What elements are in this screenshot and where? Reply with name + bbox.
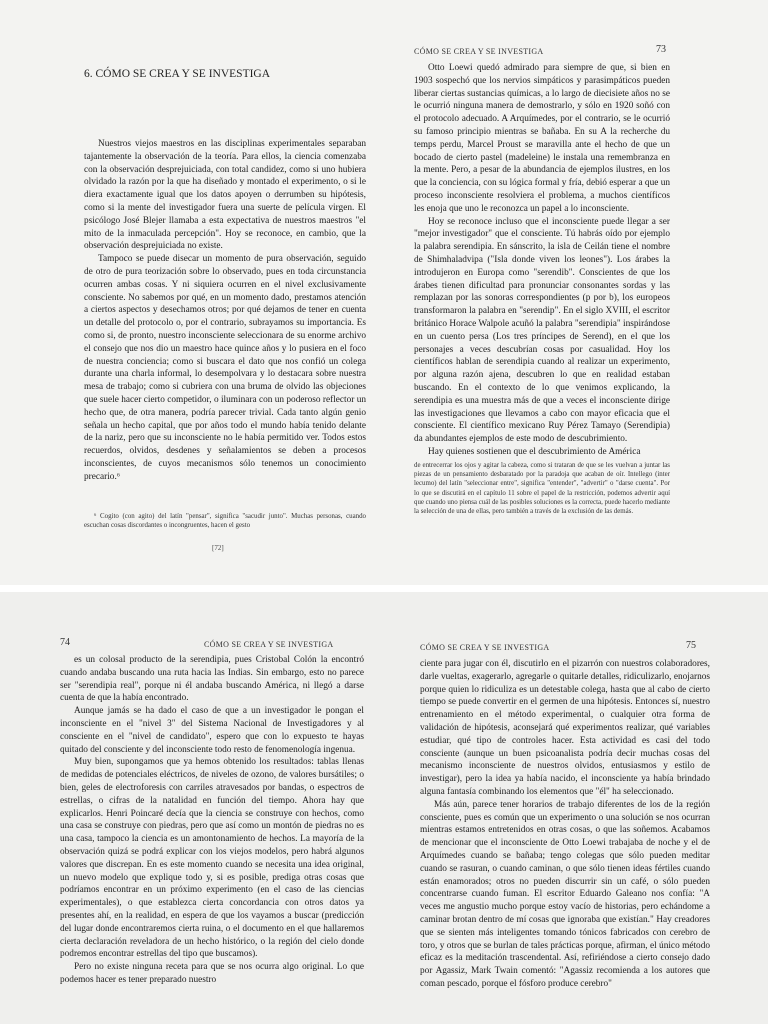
footnote-text: ⁶ Cogito (con agito) del latín "pensar", significa "sacudir junto". Muchas personas, cuando escuchan cosas discordantes o incongruentes, hacen el gesto — [84, 513, 366, 530]
footnote — [84, 512, 366, 530]
page-74-body — [60, 654, 364, 987]
paragraph: Tampoco se puede disecar un momento de pura observación, seguido de otro de pura teorización sobre lo observado, pues en toda circunstancia ocurren ambas cosas. Y ni siquiera ocurren en el nivel exclusivamente consciente. No sabemos por qué, en un momento dado, prestamos atención a ciertos aspectos y desechamos otros; por qué dejamos de tener en cuenta un detalle del protocolo o, por el contrario, subrayamos su importancia. Es como si, de pronto, nuestro inconsciente seleccionara de su enorme archivo el consejo que nos dio un maestro hace quince años y lo pusiera en el foco de nuestra conciencia; como si buscara el dato que nos confió un colega durante una charla informal, lo desempolvara y lo destacara sobre nuestra mesa de trabajo; como si cubriera con una bruma de olvido las objeciones que suele hacer cierto competidor, o iluminara con un poderoso reflector un hecho que, de otra manera, podría parecer trivial. Cada tanto algún genio señala un hecho capital, que por años todo el mundo había tenido delante de la nariz, pero que su inconsciente no le había permitido ver. Todos estos recuerdos, olvidos, desdenes y señalamientos se deben a procesos inconscientes, de cuyos mecanismos sólo tenemos un conocimiento precario.⁶ — [84, 254, 366, 482]
footnote — [414, 461, 670, 516]
page-75-body — [420, 658, 710, 991]
paragraph: ciente para jugar con él, discutirlo en el pizarrón con nuestros colaboradores, darle vueltas, exagerarlo, agregarle o quitarle detalles, ridiculizarlo, enojarnos porque quien lo ridiculiza es un detestable colega, hasta que al cabo de cierto tiempo se puede convertir en el germen de una hipótesis. Entonces sí, nuestro entrenamiento en el método experimental, o cualquier otra forma de validación de hipótesis, aconsejará qué experimentos realizar, qué variables estudiar, qué tipo de controles hacer. Esta actividad es casi del todo consciente (aunque un buen psicoanalista podría decir muchas cosas del mecanismo inconsciente de nuestros olvidos, entusiasmos y estilo de investigar), pero la idea ya había nacido, el inconsciente ya había brindado alguna fantasía combinando los elementos que "él" ha seleccionado. — [420, 659, 710, 797]
page-72-body — [84, 138, 366, 484]
paragraph: Muy bien, supongamos que ya hemos obtenido los resultados: tablas llenas de medidas de potenciales eléctricos, de niveles de ozono, de valores bursátiles; o bien, geles de electroforesis con carriles atravesados por bandas, o espectros de estrellas, o cifras de la natalidad en función del tiempo. Ahora hay que explicarlos. Henri Poincaré decía que la ciencia se construye con hechos, como una casa se construye con piedras, pero que así como un montón de piedras no es una casa, tampoco la ciencia es un amontonamiento de hechos. La mayoría de la observación quizá se podrá explicar con los viejos modelos, pero habrá algunos valores que discrepan. En es este momento cuando se necesita una idea original, un nuevo modelo que explique todo y, si es posible, prediga otras cosas que podríamos encontrar en un próximo experimento (en el caso de las ciencias experimentales), o que establezca cierta concordancia con otros datos ya presentes ahí, en la realidad, en espera de que los vayamos a buscar (predicción del lugar donde encontraremos cierta ruina, o el documento en el que hallaremos cierta declaración reveladora de un hecho histórico, o la región del cielo donde podremos encontrar estrellas del tipo que buscamos). — [60, 757, 364, 960]
page-number: 74 — [60, 637, 70, 648]
page-73 — [384, 0, 768, 585]
paragraph: Pero no existe ninguna receta para que se nos ocurra algo original. Lo que podemos hacer es tener preparado nuestro — [60, 962, 364, 985]
page-75 — [384, 592, 768, 1024]
page-number: 75 — [686, 640, 696, 651]
paragraph: Otto Loewi quedó admirado para siempre de que, si bien en 1903 sospechó que los nervios simpáticos y parasimpáticos pueden liberar ciertas sustancias químicas, a lo largo de diecisiete años no se le ocurrió ninguna manera de demostrarlo, y sólo en 1920 soñó con el protocolo adecuado. A Arquímedes, por el contrario, se le ocurrió su famoso principio mientras se bañaba. En su A la recherche du temps perdu, Marcel Proust se maravilla ante el hecho de que un bocado de cierto pastel (madeleine) le instala una remembranza en la mente. Pero, a pesar de la abundancia de ejemplos ilustres, en los que la conciencia, con su lógica formal y fría, debió esperar a que un proceso inconsciente resolviera el problema, a muchos científicos les enoja que uno le reconozca un papel a lo inconsciente. — [414, 63, 670, 214]
paragraph: Aunque jamás se ha dado el caso de que a un investigador le pongan el inconsciente en el "nivel 3" del Sistema Nacional de Investigadores y al consciente en el "nivel de candidato", espero que con lo expuesto te hayas quitado del consciente y del inconsciente todo resto de fenomenología ingenua. — [60, 706, 364, 755]
page-73-body — [414, 62, 670, 459]
running-head: CÓMO SE CREA Y SE INVESTIGA — [420, 643, 550, 652]
paragraph: Hay quienes sostienen que el descubrimiento de América — [428, 446, 641, 457]
running-head: CÓMO SE CREA Y SE INVESTIGA — [414, 47, 544, 56]
bottom-page-spread — [0, 592, 768, 1024]
paragraph: Hoy se reconoce incluso que el inconsciente puede llegar a ser "mejor investigador" que el consciente. Tú habrás oído por ejemplo la palabra serendipia. En sánscrito, la isla de Ceilán tiene el nombre de Shimhaladvipa ("Isla donde viven los leones"). Los árabes la introdujeron en Europa como "serendib". Conscientes de que los árabes tienen dificultad para pronunciar consonantes sordas y las remplazan por las sonoras correspondientes (p por b), los europeos transformaron la palabra en "serendip". En el siglo XVIII, el escritor británico Horace Walpole acuñó la palabra "serendipia" inspirándose en un cuento persa (Los tres príncipes de Serend), en el que los personajes a veces descubrían cosas por casualidad. Hoy los científicos hablan de serendipia cuando al realizar un experimento, por alguna razón ajena, descubren lo que en realidad estaban buscando. En el contexto de lo que venimos explicando, la serendipia es una muestra más de que a veces el inconsciente dirige las investigaciones que llevamos a cabo con mayor eficacia que el consciente. El científico mexicano Ruy Pérez Tamayo (Serendipia) da abundantes ejemplos de este modo de descubrimiento. — [414, 216, 670, 445]
page-folio: [72] — [212, 544, 224, 552]
chapter-title: 6. CÓMO SE CREA Y SE INVESTIGA — [84, 68, 271, 80]
paragraph: Nuestros viejos maestros en las disciplinas experimentales separaban tajantemente la observación de la teoría. Para ellos, la ciencia comenzaba con la observación desprejuiciada, con total candidez, como si uno hubiera olvidado la razón por la que ha diseñado y montado el experimento, o si le diera exactamente igual que los datos apoyen o derrumben su hipótesis, como si la mente del investigador fuera una suerte de película virgen. El psicólogo José Blejer llamaba a esta expectativa de nuestros maestros "el mito de la inmaculada percepción". Hoy se reconoce, en cambio, que la observación desprejuiciada no existe. — [84, 139, 366, 252]
running-head: CÓMO SE CREA Y SE INVESTIGA — [204, 640, 334, 649]
paragraph: Más aún, parece tener horarios de trabajo diferentes de los de la región consciente, pues es común que un experimento o una solución se nos ocurran mientras estamos entretenidos en otras cosas, o que las soñemos. Acabamos de mencionar que el inconsciente de Otto Loewi trabajaba de noche y el de Arquímedes cuando se bañaba; tengo colegas que sólo pueden meditar cuando se rasuran, o cuando caminan, o que sólo tienen ideas fértiles cuando están enamorados; otros no pueden discurrir sin un café, o sólo pueden concentrarse cuando fuman. El escritor Eduardo Galeano nos confía: "A veces me angustio mucho porque estoy vacío de historias, pero echándome a caminar brotan dentro de mí cosas que ignoraba que existían." Hay creadores que se sienten más inteligentes tomando tónicos fabricados con cerebro de toro, y otros que se burlan de tales prácticas porque, afirman, el único método eficaz es la meditación trascendental. Así, refiriéndose a cierto consejo dado por Agassiz, Mark Twain comentó: "Agassiz recomienda a los autores que coman pescado, porque el fósforo produce cerebro" — [420, 799, 710, 989]
page-number: 73 — [656, 44, 666, 55]
page-74 — [0, 592, 384, 1024]
paragraph: es un colosal producto de la serendipia, pues Cristobal Colón la encontró cuando andaba buscando una ruta hacia las Indias. Sin embargo, esto no parece ser "serendipia real", porque ni él andaba buscando América, ni llegó a darse cuenta de que la había encontrado. — [60, 655, 364, 704]
footnote-text: de entrecerrar los ojos y agitar la cabeza, como si trataran de que se les vuelvan a juntar las piezas de un pensamiento desbaratado por la paradoja que acaban de oír. Intellego (inter lecumo) del latín "seleccionar entre", significa "entender", "advertir" o "darse cuenta". Por lo que se discutirá en el capítulo 11 sobre el papel de la restricción, podemos advertir aquí que cuando uno piensa cuál de las posibles soluciones es la correcta, puede hacerlo mediante la selección de una de ellas, pero también a través de la exclusión de las demás. — [414, 462, 670, 516]
page-72 — [0, 0, 384, 585]
